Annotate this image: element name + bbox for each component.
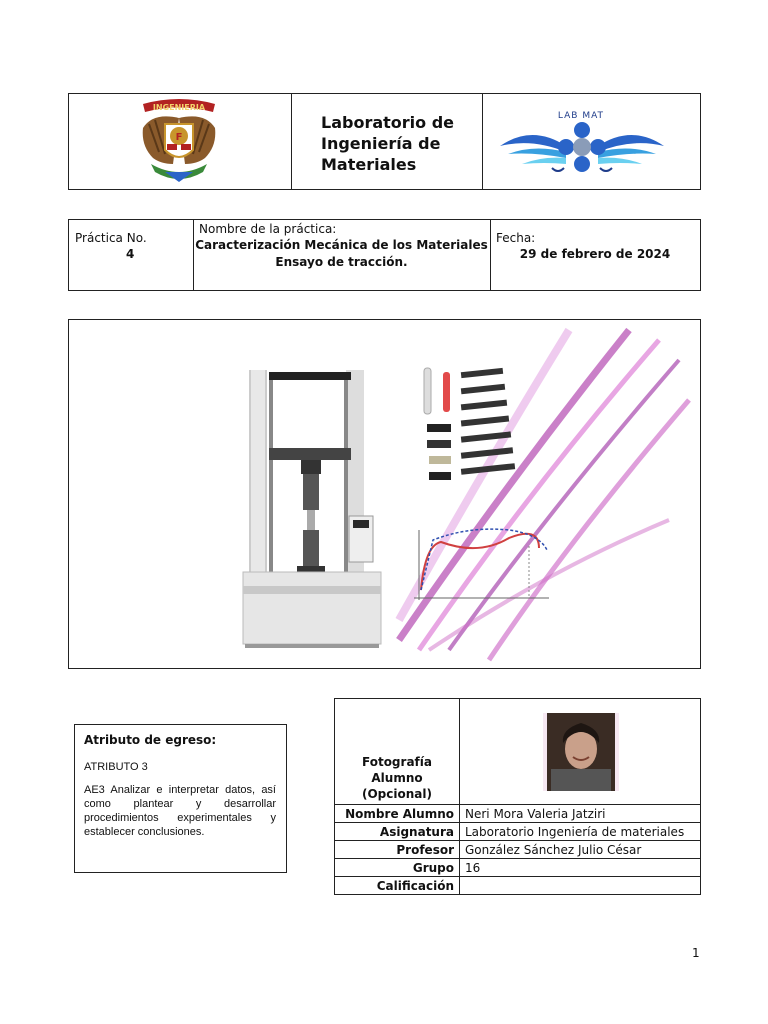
tensile-testing-machine: [243, 370, 381, 648]
student-row-label: Asignatura: [335, 823, 460, 841]
attribute-subheading: ATRIBUTO 3: [84, 761, 148, 773]
student-row-label: Calificación: [335, 877, 460, 895]
practice-name-line2: Ensayo de tracción.: [275, 255, 408, 269]
labmat-logo: [482, 94, 700, 189]
student-row: [335, 877, 701, 895]
header-table: [68, 93, 701, 190]
professor-value: González Sánchez Julio César: [460, 841, 701, 859]
student-info-table: [334, 698, 701, 894]
graduation-attribute-box: [74, 724, 287, 873]
date-label: Fecha:: [496, 231, 536, 245]
attribute-heading: Atributo de egreso:: [84, 733, 217, 747]
student-row: [335, 859, 701, 877]
practice-date-cell: [490, 220, 700, 290]
student-name: Neri Mora Valeria Jatziri: [460, 805, 701, 823]
practice-number-label: Práctica No.: [75, 231, 147, 245]
practice-info-table: [68, 219, 701, 291]
student-row-label: Grupo: [335, 859, 460, 877]
illustration-panel: [68, 319, 701, 669]
practice-date: 29 de febrero de 2024: [519, 247, 671, 261]
practice-number: 4: [126, 247, 135, 261]
student-row-label: Profesor: [335, 841, 460, 859]
subject-value: Laboratorio Ingeniería de materiales: [460, 823, 701, 841]
practice-name-label: Nombre de la práctica:: [199, 222, 337, 236]
practice-name-cell: [193, 220, 491, 290]
title-cell: [291, 94, 483, 189]
attribute-description: AE3 Analizar e interpretar datos, así como plantear y desarrollar procedimientos experimentales y establecer conclusiones.: [84, 784, 276, 838]
logo-text: INGENIERIA: [152, 103, 206, 112]
photo-row: [335, 699, 701, 805]
photo-label: Fotografía Alumno (Opcional): [335, 699, 460, 805]
page-title: Laboratorio de Ingeniería de Materiales: [321, 113, 455, 174]
practice-name-line1: Caracterización Mecánica de los Materiales: [195, 238, 488, 252]
test-specimens: [424, 368, 515, 480]
practice-number-cell: [69, 220, 194, 290]
group-value: 16: [460, 859, 701, 877]
purple-ribbon-graphics: [399, 330, 689, 660]
student-photo: [543, 713, 619, 791]
labmat-logo-text: LAB MAT: [557, 111, 605, 121]
svg-text:F: F: [175, 132, 183, 143]
page-number: 1: [692, 946, 700, 960]
student-row-label: Nombre Alumno: [335, 805, 460, 823]
unam-engineering-logo: [69, 94, 291, 189]
tensile-test-illustration: [69, 320, 700, 668]
student-row: [335, 805, 701, 823]
labmat-logo-cell: [482, 94, 700, 189]
student-row: [335, 841, 701, 859]
student-row: [335, 823, 701, 841]
unam-logo-cell: [69, 94, 292, 189]
photo-cell: [460, 699, 701, 805]
grade-value: [460, 877, 701, 895]
